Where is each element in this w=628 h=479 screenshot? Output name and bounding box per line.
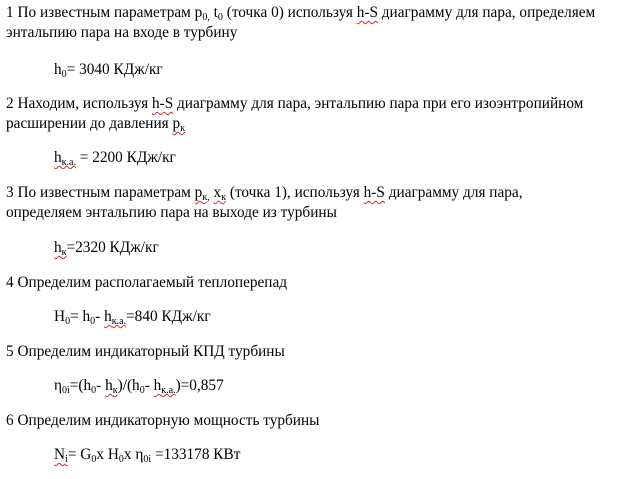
step-3-formula: $h_к=2320$ КДж/кг bbox=[54, 239, 159, 258]
step-2-line-1: 2 Находим, используя h-S диаграмму для пара, энтальпию пара при его изоэнтропийном bbox=[6, 95, 584, 112]
step-1-formula: $h_0= 3040$ КДж/кг bbox=[54, 61, 163, 80]
step-2-formula: $h_{к.а.} = 2200$ КДж/кг bbox=[54, 149, 176, 168]
step-2-line-2: расширении до давления $p_к$ bbox=[6, 115, 186, 134]
step-4-formula: $H_0= h_0-$ $h_{к.а.}=840$ КДж/кг bbox=[54, 308, 211, 327]
step-6-formula: $N_i= G_0x$ $H_0x$ $\eta_{0i} =133178$ КВт bbox=[54, 446, 241, 465]
step-6-line-1: 6 Определим индикаторную мощность турбины bbox=[6, 412, 320, 429]
step-3-line-2: определяем энтальпию пара на выходе из турбины bbox=[6, 204, 337, 221]
step-1-line-1: 1 По известным параметрам $p_{0,}$ $t_0$ (точка 0) используя h-S диаграмму для пара, определяем bbox=[6, 4, 596, 23]
step-5-line-1: 5 Определим индикаторный КПД турбины bbox=[6, 343, 285, 360]
step-4-line-1: 4 Определим располагаемый теплоперепад bbox=[6, 274, 288, 291]
step-1-line-2: энтальпию пара на входе в турбину bbox=[6, 24, 238, 41]
step-5-formula: $\eta_{0i}=(h_0-$ $h_к)/(h_0-$ $h_{к.а.})=0,857$ bbox=[54, 377, 224, 396]
step-3-line-1: 3 По известным параметрам $p_{к,}$ $x_к$ (точка 1), используя h-S диаграмму для пара, bbox=[6, 184, 523, 203]
